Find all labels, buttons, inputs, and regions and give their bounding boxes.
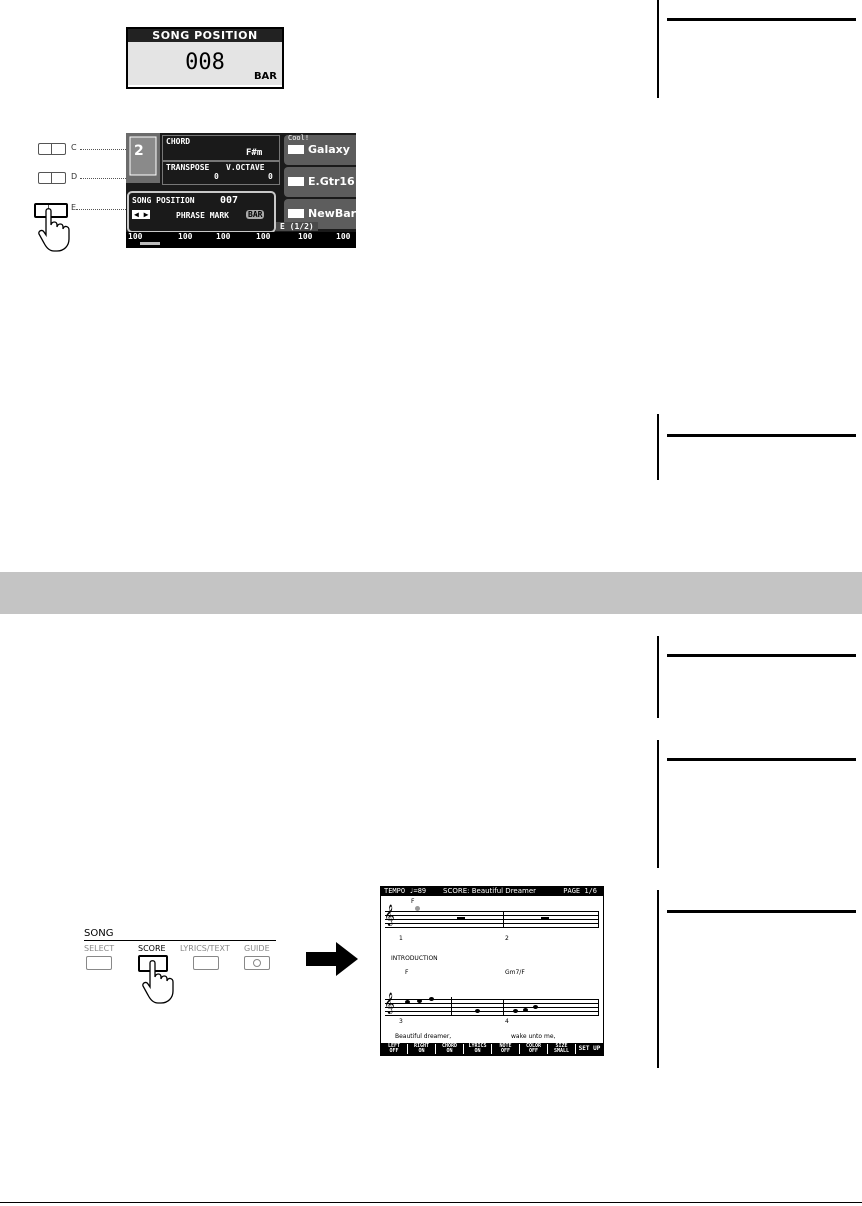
leader-line-d: [80, 178, 132, 179]
score-tempo: TEMPO ♩=89: [384, 887, 427, 895]
mixer-row: 100 100 100 100 100 100: [126, 232, 356, 248]
panel-button-d[interactable]: [38, 172, 66, 184]
lcd-style-icon: [126, 133, 160, 183]
score-setup-button[interactable]: SET UP: [578, 1045, 601, 1052]
song-position-unit: BAR: [253, 71, 277, 82]
score-chord-1: F: [411, 898, 415, 905]
song-guide-button[interactable]: [244, 956, 270, 970]
score-title: SCORE: Beautiful Dreamer: [443, 887, 537, 895]
transpose-value: 0: [214, 172, 219, 181]
bar-number-4: 4: [505, 1018, 509, 1025]
score-page: PAGE 1/6: [563, 887, 597, 895]
song-panel-title: SONG: [84, 928, 114, 939]
note-panel-3: [657, 636, 856, 718]
arrow-buttons-icon: ◀ ▶: [134, 210, 149, 219]
keyboard-icon: [288, 145, 304, 154]
score-chord-button[interactable]: CHORD ON: [436, 1044, 464, 1054]
chord-label: CHORD: [166, 137, 191, 146]
note-panel-5: [657, 890, 856, 1068]
lcd-song-position-value: 007: [220, 195, 239, 206]
chord-value: F#m: [246, 148, 263, 158]
hand-press-icon-2: [142, 959, 192, 1005]
score-lyric-1: Beautiful dreamer,: [395, 1033, 452, 1040]
panel-button-e-label: E: [71, 203, 77, 212]
treble-clef-icon: 𝄞: [384, 905, 395, 926]
score-color-button[interactable]: COLOR OFF: [520, 1044, 548, 1054]
transpose-label: TRANSPOSE: [166, 163, 210, 172]
voctave-label: V.OCTAVE: [226, 163, 265, 172]
score-lyric-2: wake unto me,: [511, 1033, 556, 1040]
voice-row-3[interactable]: NewBar: [284, 199, 356, 229]
leader-line-c: [80, 149, 132, 150]
song-guide-label: GUIDE: [244, 944, 270, 953]
footer-rule: [0, 1202, 862, 1203]
panel-button-c-label: C: [71, 143, 77, 152]
voice-row-1[interactable]: Cool! Galaxy: [284, 135, 356, 165]
bar-number-3: 3: [399, 1018, 403, 1025]
panel-button-d-label: D: [71, 172, 78, 181]
score-screen: [380, 886, 604, 1056]
song-select-label: SELECT: [84, 944, 115, 953]
lcd-song-position-label: SONG POSITION: [132, 196, 195, 205]
song-score-label: SCORE: [138, 944, 166, 953]
panel-button-c[interactable]: [38, 143, 66, 155]
bar-badge: BAR: [248, 210, 263, 219]
song-panel-divider: [84, 940, 276, 941]
position-marker: [415, 906, 420, 911]
score-chord-2: F: [405, 969, 409, 976]
note-panel-4: [657, 740, 856, 868]
score-left-button[interactable]: LEFT OFF: [381, 1044, 408, 1054]
score-title-bar: [381, 887, 603, 896]
lcd-screen: [126, 133, 356, 248]
hand-press-icon: [38, 207, 88, 253]
song-lyrics-label: LYRICS/TEXT: [180, 944, 230, 953]
multipad-icon: [288, 209, 304, 218]
score-chord-3: Gm7/F: [505, 969, 525, 976]
svg-text:2: 2: [134, 143, 144, 159]
score-size-button[interactable]: SIZE SMALL: [548, 1044, 576, 1054]
bar-number-1: 1: [399, 935, 403, 942]
song-lyrics-button[interactable]: [193, 956, 219, 970]
score-function-bar: [381, 1043, 603, 1055]
song-position-title: SONG POSITION: [128, 29, 282, 42]
song-select-button[interactable]: [86, 956, 112, 970]
score-lyrics-button[interactable]: LYRICS ON: [464, 1044, 492, 1054]
song-position-value: 008: [185, 50, 225, 75]
note-panel-1: [657, 0, 856, 98]
bar-number-2: 2: [505, 935, 509, 942]
right-arrow-icon: [306, 942, 358, 976]
song-position-display: [126, 27, 284, 89]
treble-clef-icon-2: 𝄞: [384, 993, 395, 1014]
note-panel-2: [657, 414, 856, 480]
guitar-icon: [288, 177, 304, 186]
voice-row-2[interactable]: E.Gtr16: [284, 167, 356, 197]
score-right-button[interactable]: RIGHT ON: [408, 1044, 436, 1054]
section-header-band: [0, 572, 862, 614]
voctave-value: 0: [268, 172, 273, 181]
phrase-mark-label: PHRASE MARK: [176, 211, 229, 220]
score-note-button[interactable]: NOTE OFF: [492, 1044, 520, 1054]
score-intro: INTRODUCTION: [391, 955, 438, 962]
page-label: E (1/2): [276, 222, 318, 231]
